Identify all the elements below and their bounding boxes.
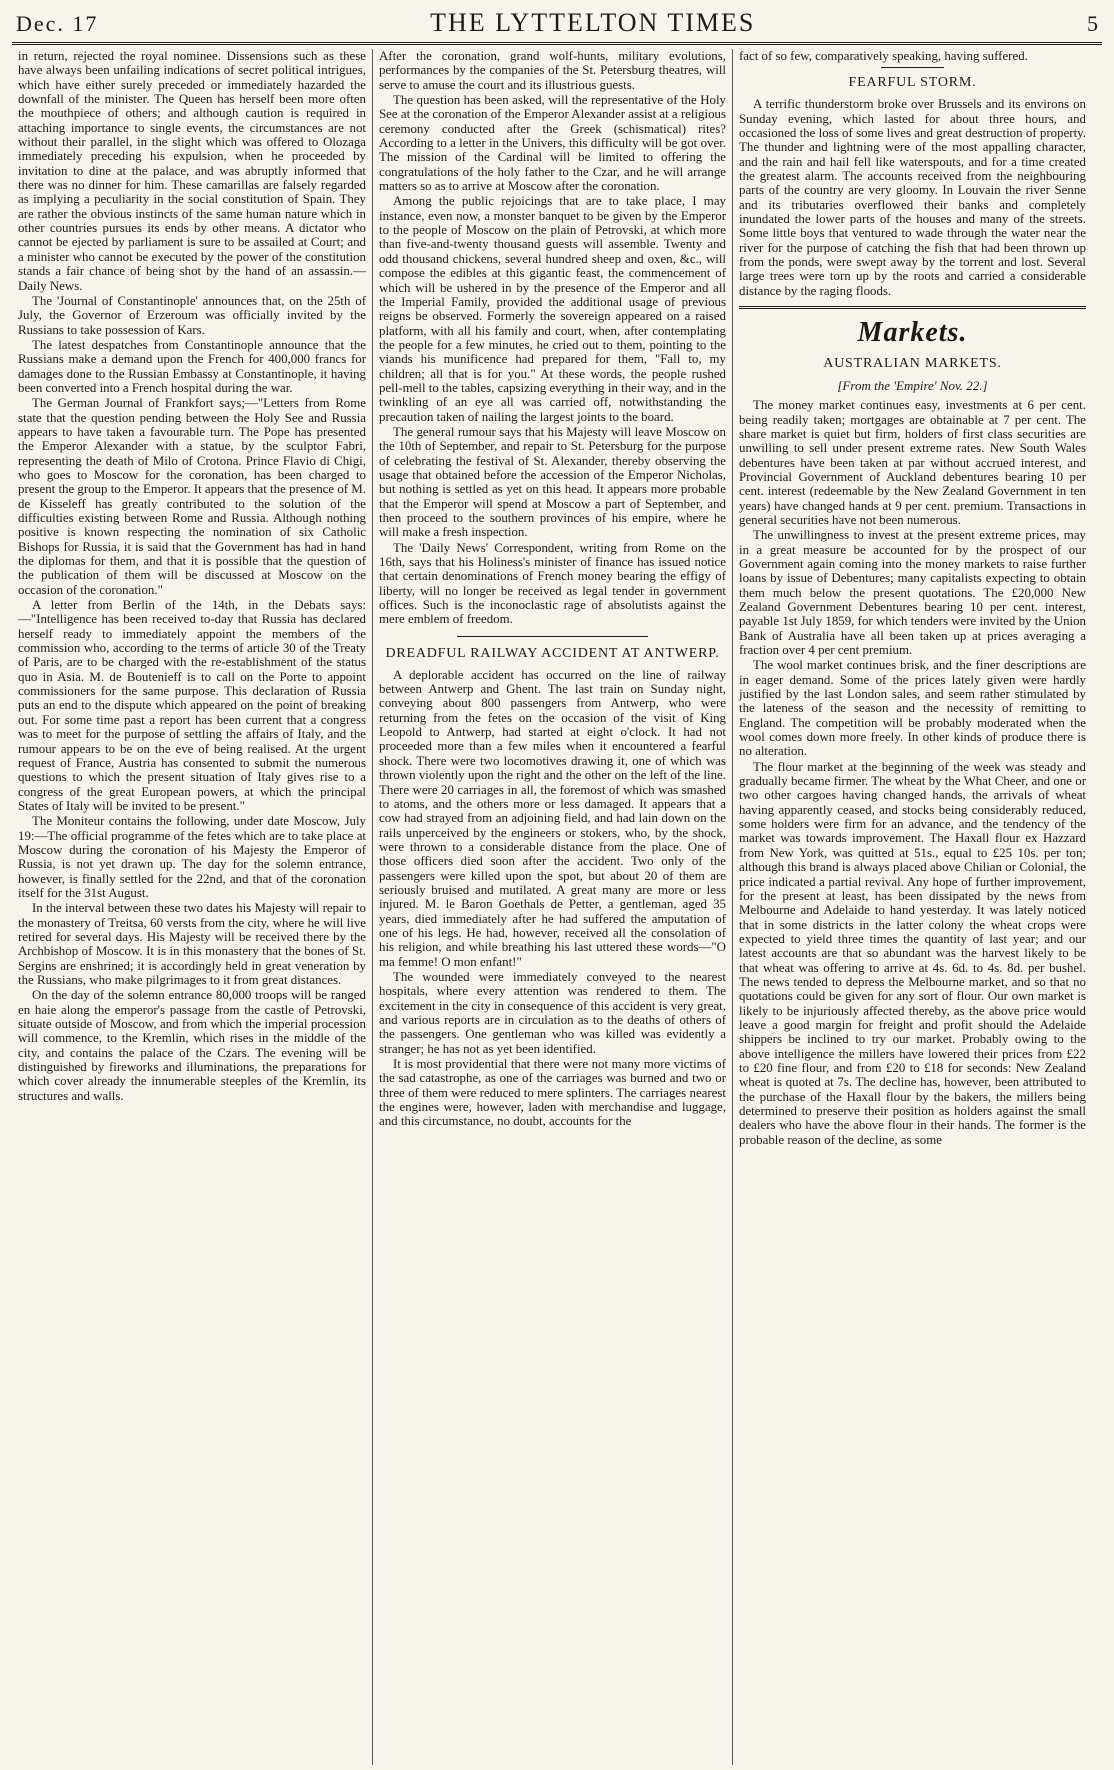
article-paragraph: The unwillingness to invest at the present extreme prices, may in a great measure be accounted for by the prospect of our Government again coming into the money markets to raise further loans by issue of Debentures; many capitalists expecting to obtain them much below the present quotations. The £20,000 New Zealand Government Debentures bearing 10 per cent. interest, payable 1st July 1859, for which tenders were invited by the Union Bank of Australia have all been taken up at prices averaging a fraction over 4 per cent premium. <box>739 528 1086 657</box>
newspaper-title: THE LYTTELTON TIMES <box>430 8 756 37</box>
article-paragraph: A letter from Berlin of the 14th, in the Debats says:—"Intelligence has been received to-day that Russia has declared herself ready to immediately appoint the members of the commission who, according to the terms of article 30 of the Treaty of Paris, are to be charged with the re-establishment of the status quo in Asia. M. de Boutenieff is to call on the Porte to appoint commissioners for the same purpose. This declaration of Russia puts an end to the dispute which appeared on the point of breaking out. For some time past a report has been current that a congress was to meet for the purpose of settling the affairs of Italy, and the rumour appears to be on the eve of being realised. At the urgent request of France, Austria has consented to submit the numerous questions to which the present situation of Italy gives rise to a congress of the great European powers, at which the principal States of Italy will be invited to be present." <box>18 598 366 813</box>
article-paragraph: It is most providential that there were not many more victims of the sad catastrophe, as one of the carriages was burned and two or three of them were reduced to mere splinters. The carriages nearest the engines were, however, laden with merchandise and luggage, and this circumstance, no doubt, accounts for the <box>379 1057 726 1129</box>
column-2 <box>372 49 732 1765</box>
article-paragraph: The latest despatches from Constantinople announce that the Russians make a demand upon the French for 400,000 francs for damages done to the Russian Embassy at Constantinople, it having been converted into a French hospital during the war. <box>18 337 366 395</box>
masthead-rule <box>12 42 1102 45</box>
article-paragraph: After the coronation, grand wolf-hunts, military evolutions, performances by the companies of the St. Petersburg theatres, will serve to amuse the court and its illustrious guests. <box>379 49 726 92</box>
article-paragraph: in return, rejected the royal nominee. Dissensions such as these have always been unfailing indications of secret political intrigues, which have either surely preceded or immediately hazarded the downfall of the minister. The Queen has herself been more often the mouthpiece of others; and although caution is required in attaching importance to single events, the circumstances are not without their parallel, in the slight which was offered to Olozaga immediately preceding his expulsion, when he proceeded by invitation to dine at the palace, and was abruptly informed that there was no dinner for him. These camarillas are falsely regarded as implying a peculiarity in the social constitution of Spain. They are rather the obvious instincts of the same human nature which in other countries pursues its ends by other means. A dictator who cannot be ejected by parliament is sure to be assailed at Court; and a minister who cannot be executed by the power of the constitution stands a fair chance of being shot by the hand of an assassin.—Daily News. <box>18 49 366 293</box>
issue-date: Dec. 17 <box>16 11 99 36</box>
column-3 <box>732 49 1092 1765</box>
article-paragraph: The question has been asked, will the representative of the Holy See at the coronation of the Emperor Alexander assist at a religious ceremony conducted after the Greek (schismatical) rites? According to a letter in the Univers, this difficulty will be got over. The mission of the Cardinal will be limited to offering the congratulations of the holy father to the Czar, and he will arrange matters so as to arrive at Moscow after the coronation. <box>379 93 726 194</box>
article-paragraph: Among the public rejoicings that are to take place, I may instance, even now, a monster banquet to be given by the Emperor to the people of Moscow on the plain of Petrovski, at which more than five-and-twenty thousand guests will assemble. Twenty and odd thousand chickens, several hundred sheep and oxen, &c., will compose the edibles at this gigantic feast, the commencement of which will be ushered in by the presence of the Emperor and all the Imperial Family, provided the additional usage of previous reigns be observed. Formerly the sovereign appeared on a raised platform, with all his family and court, when, after contemplating the people for a few minutes, he cried out to them, pointing to the viands his munificence had prepared for them, "Fall to, my children; all that is for you." At these words, the people rushed pell-mell to the tables, capsizing everything in their way, and in the twinkling of an eye all was carried off, notwithstanding the precaution taken of nailing the largest joints to the board. <box>379 194 726 424</box>
article-columns <box>12 49 1102 1765</box>
masthead <box>12 8 1102 42</box>
article-paragraph: The general rumour says that his Majesty will leave Moscow on the 10th of September, and repair to St. Petersburg for the purpose of celebrating the festival of St. Alexander, thereby observing the usage that obtained before the accession of the Emperor Nicholas, but nothing is settled as yet on this head. It appears more probable that the Emperor will spend at Moscow a part of September, and then proceed to the southern provinces of his empire, where he will make a fresh inspection. <box>379 424 726 540</box>
article-separator <box>457 636 648 637</box>
article-paragraph: The wool market continues brisk, and the finer descriptions are in eager demand. Some of the prices lately given were hardly justified by the last London sales, and seem rather stimulated by the lateness of the season and the necessity of remitting to England. The competition will be probably moderated when the wool comes down more freely. In other kinds of produce there is no alteration. <box>739 658 1086 759</box>
page-number: 5 <box>1087 11 1098 36</box>
article-paragraph: The German Journal of Frankfort says;—"Letters from Rome state that the question pending between the Holy See and Russia appears to have taken a favourable turn. The Pope has presented the Emperor Alexander with a statue, by the sculptor Fabri, representing the death of Milo of Crotona. Prince Flavio di Chigi, who goes to Moscow for the coronation, has been charged to present the group to the Emperor. It appears that the presence of M. de Kisseleff has greatly contributed to the solution of the difficulties existing between Rome and Russia. Although nothing positive is known respecting the nomination of six Catholic Bishops for Russia, it is said that the Government has had in hand the diplomas for them, and that it is possible that the question of the publication of them will be discussed at Moscow on the occasion of the coronation." <box>18 396 366 597</box>
article-paragraph: The flour market at the beginning of the week was steady and gradually became firmer. The wheat by the What Cheer, and one or two other cargoes having changed hands, the arrivals of wheat having apparently ceased, and stocks being considerably reduced, some holders were firm for an advance, and the tendency of the market was towards improvement. The Haxall flour ex Hazzard from New York, was quitted at 51s., equal to £25 10s. per ton; although this brand is always placed above Chilian or Colonial, the price indicated a partial revival. Any hope of further improvement, for the present at least, has been dissipated by the news from Melbourne and Adelaide to hand yesterday. It was lately noticed that in some districts in the latter colony the wheat crops were expected to yield three times the quantity of last year; and our latest accounts are that so abundant was the harvest likely to be that wheat was offering to arrive at 4s. 6d. to 4s. 8d. per bushel. The news tended to depress the Melbourne market, and so that no quotations could be given for any sort of flour. Our own market is likely to be injuriously affected thereby, as the above price would leave a good margin for freight and profit should the Adelaide shippers be inclined to try our market. Probably owing to the above intelligence the millers have lowered their prices from £22 to £20 fine flour, and from £20 to £18 for seconds: New Zealand wheat is quoted at 7s. The decline has, however, been attributed to the purchase of the Haxall flour by the bakers, the millers being determined to preserve their position as holders against the small dealers who have the above flour in their hands. The former is the probable reason of the decline, as some <box>739 759 1086 1147</box>
article-paragraph: In the interval between these two dates his Majesty will repair to the monastery of Treitsa, 60 versts from the city, where he will live retired for several days. His Majesty will be received there by the Archbishop of Moscow. It is in this monastery that the bones of St. Sergins are enshrined; it is accordingly held in great veneration by the Russians, who make pilgrimages to it from great distances. <box>18 901 366 987</box>
article-paragraph: The Moniteur contains the following, under date Moscow, July 19:—The official programme of the fetes which are to take place at Moscow during the coronation of his Majesty the Emperor of Russia, is not yet drawn up. The day for the solemn entrance, however, is finally settled for the 22nd, and that of the coronation itself for the 31st August. <box>18 814 366 900</box>
article-paragraph: The wounded were immediately conveyed to the nearest hospitals, where every attention was rendered to them. The excitement in the city in consequence of this accident is very great, and various reports are in circulation as to the deaths of others of the passengers. One gentleman who was killed was evidently a stranger; he has not as yet been identified. <box>379 969 726 1056</box>
article-paragraph: A terrific thunderstorm broke over Brussels and its environs on Sunday evening, which lasted for about three hours, and occasioned the loss of some lives and great destruction of property. The thunder and lightning were of the most appalling character, and the rain and hail fell like waterspouts, and for a time created the greatest alarm. The accounts received from the neighbouring parts of the country are very gloomy. In Louvain the river Senne and its tributaries overflowed their banks and completely inundated the lower parts of the houses and many of the streets. Some little boys that ventured to wade through the water near the river for the purpose of catching the fish that had been thrown up from the ponds, were swept away by the torrent and lost. Several large trees were torn up by the roots and carried a considerable distance by the raging floods. <box>739 97 1086 298</box>
article-separator <box>881 67 943 68</box>
article-paragraph: The 'Journal of Constantinople' announces that, on the 25th of July, the Governor of Erzeroum was officially invited by the Russians to take possession of Kars. <box>18 293 366 337</box>
markets-source: [From the 'Empire' Nov. 22.] <box>837 378 988 394</box>
storm-heading: FEARFUL STORM. <box>848 75 977 91</box>
railway-accident-heading: DREADFUL RAILWAY ACCIDENT AT ANTWERP. <box>385 645 720 661</box>
section-rule <box>739 306 1086 309</box>
article-paragraph: A deplorable accident has occurred on the line of railway between Antwerp and Ghent. The last train on Sunday night, conveying about 800 passengers from Antwerp, who were returning from the fetes on the occasion of the visit of King Leopold to Antwerp, had started at eight o'clock. It had not proceeded more than a few miles when it encountered a fearful shock. There were two locomotives drawing it, one of which was thrown violently upon the right and the other on the left of the line. There were 20 carriages in all, the foremost of which was smashed to atoms, and the others more or less damaged. It appears that a cow had strayed from an adjoining field, and had lain down on the rails unperceived by the engineers or stokers, who, by the shock, were thrown to a considerable distance from the place. One of those officers died soon after the accident. Two only of the passengers were killed upon the spot, but about 20 of them are seriously bruised and mutilated. A great many are more or less injured. M. le Baron Goethals de Petter, a gentleman, aged 35 years, died immediately after he had suffered the amputation of one of his legs. He had, however, received all the consolation of his religion, and while breathing his last uttered these words—"O ma femme! O mon enfant!" <box>379 667 726 969</box>
article-paragraph: The money market continues easy, investments at 6 per cent. being readily taken; mortgages are obtainable at 7 per cent. The share market is quiet but firm, holders of first class securities are unwilling to sell under present extreme rates. New South Wales debentures have been taken at par without accrued interest, and Provincial Government of Auckland debentures bearing 10 per cent. interest (redeemable by the New Zealand Government in ten years) have changed hands at 9 per cent. premium. Transactions in general securities have not been numerous. <box>739 398 1086 527</box>
article-paragraph: The 'Daily News' Correspondent, writing from Rome on the 16th, says that his Holiness's minister of finance has issued notice that certain denominations of French money bearing the effigy of liberty, will no longer be received as legal tender in government offices. Such is the inconoclastic rage of absolutists against the mere emblem of freedom. <box>379 540 726 627</box>
australian-markets-heading: AUSTRALIAN MARKETS. <box>823 356 1002 372</box>
markets-section-title: Markets. <box>857 317 968 349</box>
article-paragraph: On the day of the solemn entrance 80,000 troops will be ranged en haie along the emperor's passage from the castle of Petrovski, situate outside of Moscow, and from which the imperial procession will commence, to the Kremlin, which rises in the middle of the city, and contains the palace of the Czars. The evening will be distinguished by fireworks and illuminations, the preparations for which cover already the innumerable steeples of the Kremlin, its structures and walls. <box>18 988 366 1103</box>
column-1 <box>12 49 372 1765</box>
article-paragraph: fact of so few, comparatively speaking, having suffered. <box>739 49 1028 63</box>
